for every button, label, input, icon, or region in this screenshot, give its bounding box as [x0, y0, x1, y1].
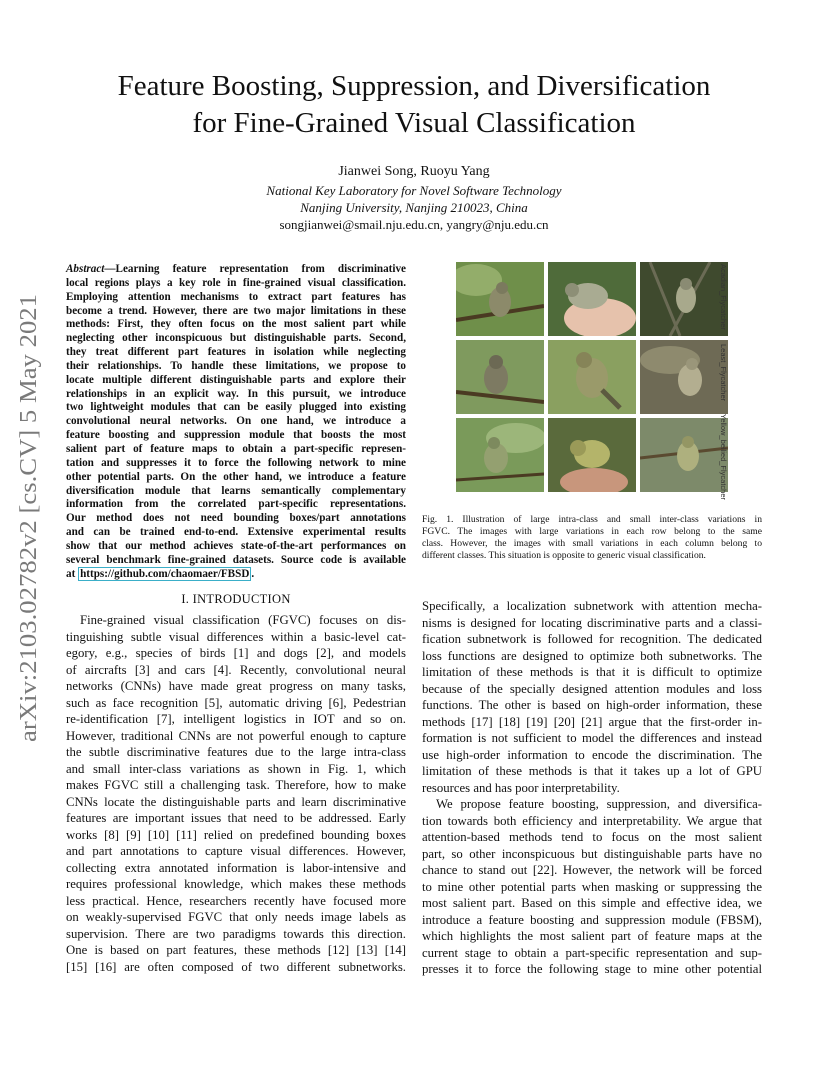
body-line: resources and has poor interpretability. [422, 780, 620, 795]
abstract-line: feature boosting and suppression module that boosts the most [66, 429, 406, 442]
authors: Jianwei Song, Ruoyu Yang [338, 164, 490, 179]
abstract-line: salient part of feature maps to obtain a part-specific represen- [66, 442, 406, 455]
body-line: use high-order information to encode the discrimination. The [422, 747, 762, 762]
body-line: presses it to force the following stage to mine other potential [422, 962, 762, 976]
caption-line: class. However, the images with small variations in each column belong to [422, 538, 762, 549]
body-line: limitation of these methods is that it takes up a lot of GPU [422, 764, 762, 778]
body-line: the subtle discriminative features due to the large intra-class [66, 745, 406, 759]
body-line: re-identification [7], intelligent logistics in IOT and so on. [66, 712, 406, 726]
abstract-line: Abstract—Learning feature representation from discriminative [66, 263, 406, 275]
body-line: of aircrafts [3] and cars [4]. Recently, convolutional neural [66, 662, 406, 677]
section-heading: I. INTRODUCTION [181, 592, 291, 606]
source-code-link[interactable]: https://github.com/chaomaer/FBSD [80, 567, 250, 580]
abstract [66, 263, 406, 581]
caption-line: FGVC. The images with large variations in each row belong to the same [422, 526, 762, 537]
body-line: formation is not sufficient to model the differences and instead [422, 731, 762, 745]
body-line: [15] [16] are often composed of two different subnetworks. [66, 959, 406, 974]
body-line: Fine-grained visual classification (FGVC) focuses on dis- [80, 613, 406, 627]
abstract-line: relationships in an explicit way. In this pursuit, we introduce [66, 387, 406, 400]
abstract-line: they treat different part features in isolation while neglecting [66, 346, 406, 359]
title-line-1: Feature Boosting, Suppression, and Diversification [117, 70, 711, 102]
body-line: One is based on part features, these methods [12] [13] [14] [66, 943, 406, 957]
author-emails: songjianwei@smail.nju.edu.cn, yangry@nju.edu.cn [279, 217, 549, 232]
abstract-line: become a trend. However, there are two major limitations in these [66, 304, 406, 317]
row-label-2: Least_Flycatcher [719, 344, 728, 402]
abstract-line: and can be trained end-to-end. Extensive experimental results [66, 526, 406, 539]
abstract-line: Employing attention mechanisms to extract part features has [66, 290, 406, 303]
bird-photo [548, 418, 636, 492]
body-line: introduce a feature boosting and suppression module (FBSM), [422, 912, 762, 927]
body-line: works [8] [9] [10] [11] relied on predefined bounding boxes [66, 827, 406, 842]
body-line: which highlights the most salient part of feature maps at the [422, 929, 762, 943]
body-line: and small inter-class variations as shown in Fig. 1, which [66, 761, 406, 776]
bird-photo [548, 262, 636, 336]
body-line: part, so other inconspicuous but distinguishable parts have no [422, 846, 762, 861]
figure-1-image-grid [456, 262, 728, 492]
abstract-line: at https://github.com/chaomaer/FBSD . [66, 567, 255, 580]
body-line: networks (CNNs) have made great progress on many tasks, [66, 679, 406, 693]
arxiv-stamp [2, 290, 48, 750]
abstract-line: tation and suppresses it to force the following network to mine [66, 456, 406, 469]
abstract-line: convolutional neural networks. On one hand, we introduce a [66, 415, 406, 428]
abstract-line: several benchmark fine-grained datasets. Source code is available [66, 553, 406, 566]
body-line: requires professional knowledge, which makes these methods [66, 877, 406, 891]
affiliation-line-2: Nanjing University, Nanjing 210023, China [300, 200, 528, 215]
body-line: We propose feature boosting, suppression, and diversifica- [436, 797, 762, 811]
row-label-1: Acadian_Flycatcher [719, 264, 728, 330]
body-line: loss functions are designed to optimize both subnetworks. The [422, 648, 762, 663]
body-line: because of the specially designed attention modules and loss [422, 681, 762, 696]
body-line: methods [17] [18] [19] [20] [21] argue that the first-order in- [422, 714, 762, 729]
body-line: tinguishing subtle visual differences within a basic-level cat- [66, 629, 406, 644]
abstract-line: their relationships. To handle these limitations, we propose to [66, 359, 406, 372]
abstract-line: show that our method achieves state-of-the-art performances on [66, 539, 406, 552]
abstract-line: methods: First, they often focus on the most salient part while [66, 318, 406, 331]
body-line: chance to stand out [22]. However, the network will be forced [422, 863, 762, 877]
body-line: such as face recognition [5], automatic driving [6], Pedestrian [66, 695, 406, 710]
abstract-line: two lightweight modules that can be easily plugged into existing [66, 401, 406, 414]
body-line: features are important issues that need to be addressed. Early [66, 811, 406, 825]
body-column-right [422, 598, 762, 978]
body-line: current stage to obtain a part-specific representation and sup- [422, 945, 762, 960]
abstract-line: Our method does not need bounding boxes/part annotations [66, 512, 406, 525]
body-line: limitation of these methods is that it is difficult to optimize [422, 665, 762, 679]
body-line: functions. The other is based on high-order information, these [422, 698, 762, 712]
body-line: egory, e.g., species of birds [1] and dogs [2], and models [66, 646, 406, 660]
body-line: collecting extra annotated information is labor-intensive and [66, 860, 406, 875]
body-line: on weakly-supervised FGVC that only needs image labels as [66, 910, 406, 924]
body-line: attention-based methods tend to focus on the most salient [422, 830, 762, 844]
body-line: Specifically, a localization subnetwork with attention mecha- [422, 599, 762, 613]
bird-photo [456, 418, 544, 492]
abstract-line: locate multiple different distinguishable parts and explore their [66, 373, 406, 386]
abstract-line: diversification module that learns semantically complementary [66, 484, 406, 497]
body-column-left [66, 612, 406, 975]
paper-title [40, 68, 788, 142]
body-line: less practical. Hence, researchers recently have focused more [66, 893, 406, 908]
abstract-line: local regions plays a key role in fine-grained visual classification. [66, 276, 406, 289]
body-line: However, traditional CNNs are not powerful enough to capture [66, 728, 406, 743]
abstract-label: Abstract [66, 263, 105, 275]
row-label-3: Yellow_bellied_Flycatcher [719, 414, 728, 501]
body-line: and part annotations to capture visual differences. However, [66, 844, 406, 858]
title-line-2: for Fine-Grained Visual Classification [192, 107, 636, 139]
body-line: nisms is designed for locating discriminative parts and a classi- [422, 615, 762, 630]
caption-line: different classes. This situation is opposite to generic visual classification. [422, 550, 706, 561]
caption-line: Fig. 1. Illustration of large intra-class and small inter-class variations in [422, 514, 762, 525]
abstract-line: neglecting other inconspicuous but distinguishable parts. Second, [66, 332, 406, 345]
body-line: supervision. There are two paradigms towards this direction. [66, 926, 406, 941]
figure-1-caption [422, 514, 762, 562]
arxiv-stamp-text: arXiv:2103.02782v2 [cs.CV] 5 May 2021 [16, 339, 42, 742]
body-line: makes FGVC still a challenging task. Therefore, how to make [66, 778, 406, 792]
abstract-line: information from the correlated part-specific representations. [66, 498, 406, 511]
body-line: to mine other potential parts when masking or suppressing the [422, 879, 762, 894]
bird-photo [548, 340, 636, 414]
body-line: CNNs locate the distinguishable parts and learn discriminative [66, 794, 406, 809]
affiliation-line-1: National Key Laboratory for Novel Software Technology [266, 183, 562, 198]
bird-photo [456, 262, 544, 336]
bird-photo [456, 340, 544, 414]
body-line: most salient part. Based on this simple and effective idea, we [422, 896, 762, 910]
abstract-line: other potential parts. On the other hand, we introduce a feature [66, 470, 406, 483]
body-line: tion towards both efficiency and interpretability. We argue that [422, 813, 762, 828]
body-line: fication subnetwork is followed for recognition. The dedicated [422, 632, 762, 646]
